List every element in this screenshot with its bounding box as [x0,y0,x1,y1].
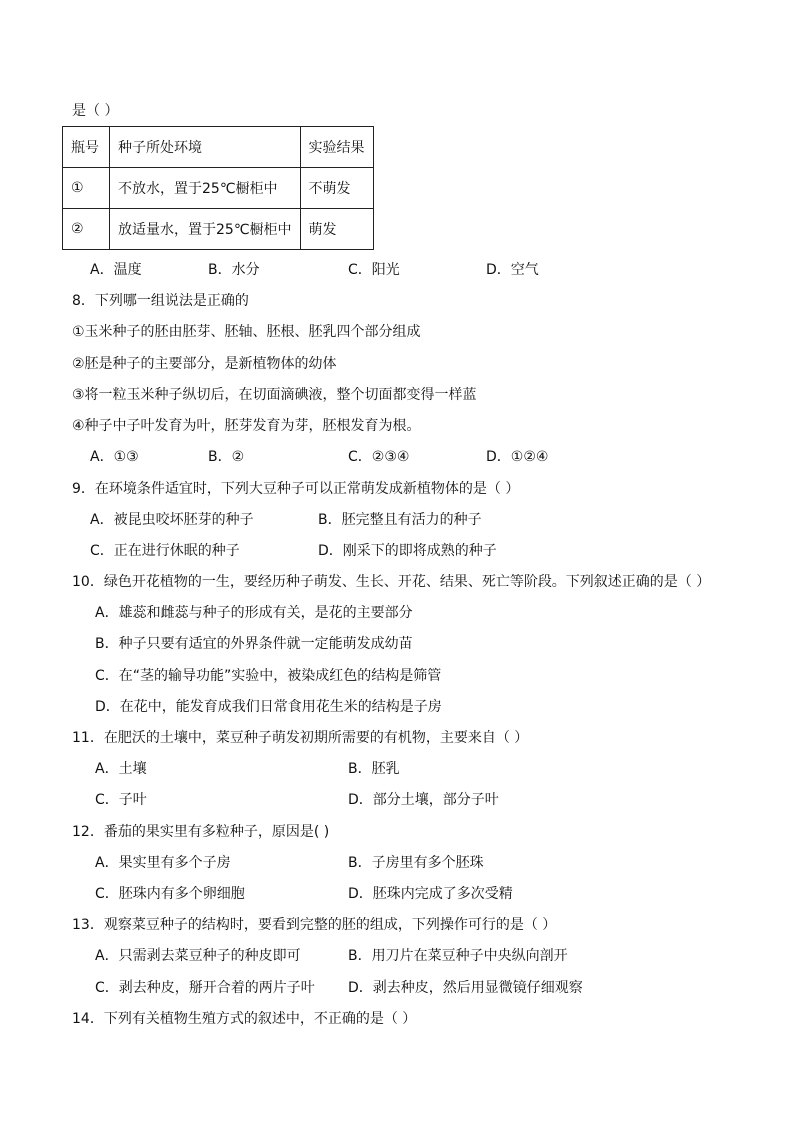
q10-option-b: B．种子只要有适宜的外界条件就一定能萌发成幼苗 [95,636,413,652]
q8-option-d: D．①②④ [486,449,549,465]
q12-option-b: B．子房里有多个胚珠 [348,855,484,871]
q13-option-a: A．只需剥去菜豆种子的种皮即可 [95,948,301,964]
q13-stem: 13．观察菜豆种子的结构时，要看到完整的胚的组成，下列操作可行的是（ ） [72,917,557,933]
q13-option-c: C．剥去种皮，掰开合着的两片子叶 [95,980,315,996]
q8-stem: 8．下列哪一组说法是正确的 [72,293,249,309]
table-cell: 放适量水，置于25℃橱柜中 [110,209,301,250]
q7-option-b: B．水分 [208,262,260,278]
q11-stem: 11．在肥沃的土壤中，菜豆种子萌发初期所需要的有机物，主要来自（ ） [72,730,529,746]
q11-option-b: B．胚乳 [348,761,400,777]
table-cell: ① [63,168,110,209]
q10-stem: 10．绿色开花植物的一生，要经历种子萌发、生长、开花、结果、死亡等阶段。下列叙述正确的是（ ） [72,574,711,590]
q8-statement-2: ②胚是种子的主要部分，是新植物体的幼体 [72,356,337,372]
table-header-cell: 实验结果 [300,127,373,168]
table-cell: ② [63,209,110,250]
table-cell: 萌发 [300,209,373,250]
q9-option-a: A．被昆虫咬坏胚芽的种子 [90,512,254,528]
table-row [63,168,374,209]
table-row [63,209,374,250]
experiment-table [62,126,374,250]
q10-option-c: C．在“茎的输导功能”实验中，被染成红色的结构是筛管 [95,668,442,684]
q12-option-c: C．胚珠内有多个卵细胞 [95,886,245,902]
q7-option-a: A．温度 [90,262,142,278]
q8-option-c: C．②③④ [348,449,410,465]
q8-statement-3: ③将一粒玉米种子纵切后，在切面滴碘液，整个切面都变得一样蓝 [72,387,477,403]
q11-option-d: D．部分土壤，部分子叶 [348,792,499,808]
table-cell: 不萌发 [300,168,373,209]
q13-option-d: D．剥去种皮，然后用显微镜仔细观察 [348,980,583,996]
table-cell: 不放水，置于25℃橱柜中 [110,168,301,209]
q11-option-c: C．子叶 [95,792,147,808]
table-header-cell: 瓶号 [63,127,110,168]
q10-option-a: A．雄蕊和雌蕊与种子的形成有关，是花的主要部分 [95,605,413,621]
q8-option-a: A．①③ [90,449,139,465]
q9-option-c: C．正在进行休眠的种子 [90,543,240,559]
table-header-row [63,127,374,168]
q7-option-c: C．阳光 [348,262,400,278]
q12-option-a: A．果实里有多个子房 [95,855,231,871]
q8-statement-1: ①玉米种子的胚由胚芽、胚轴、胚根、胚乳四个部分组成 [72,324,421,340]
q9-option-d: D．刚采下的即将成熟的种子 [318,543,497,559]
q13-option-b: B．用刀片在菜豆种子中央纵向剖开 [348,948,568,964]
q12-option-d: D．胚珠内完成了多次受精 [348,886,513,902]
table-header-cell: 种子所处环境 [110,127,301,168]
q11-option-a: A．土壤 [95,761,147,777]
q12-stem: 12．番茄的果实里有多粒种子，原因是( ) [72,824,330,840]
q9-stem: 9．在环境条件适宜时，下列大豆种子可以正常萌发成新植物体的是（ ） [72,481,520,497]
q14-stem: 14．下列有关植物生殖方式的叙述中，不正确的是（ ） [72,1011,417,1027]
q10-option-d: D．在花中，能发育成我们日常食用花生米的结构是子房 [95,699,442,715]
q8-option-b: B．② [208,449,245,465]
question-7-stem-end: 是（ ） [72,103,119,119]
q9-option-b: B．胚完整且有活力的种子 [318,512,482,528]
q8-statement-4: ④种子中子叶发育为叶，胚芽发育为芽，胚根发育为根。 [72,418,421,434]
q7-option-d: D．空气 [486,262,539,278]
